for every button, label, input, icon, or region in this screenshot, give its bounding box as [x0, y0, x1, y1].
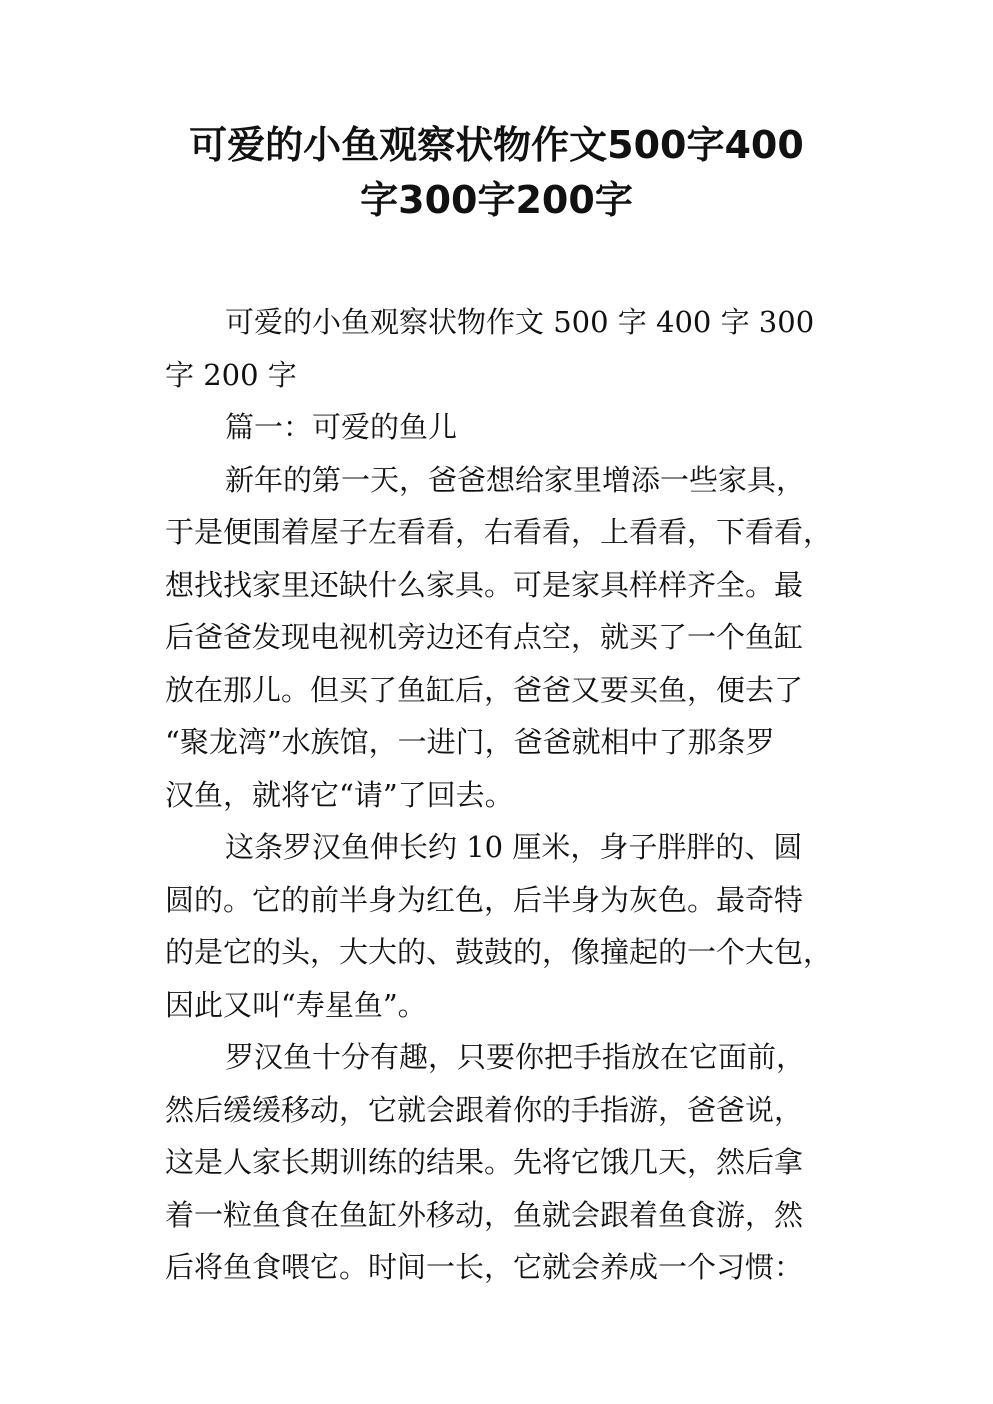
text-line: 后爸爸发现电视机旁边还有点空，就买了一个鱼缸 [165, 620, 804, 654]
text-line: “聚龙湾”水族馆，一进门，爸爸就相中了那条罗 [165, 725, 775, 759]
paragraph [165, 1031, 833, 1294]
text-line: 这是人家长期训练的结果。先将它饿几天，然后拿 [165, 1145, 804, 1179]
title-line: 可爱的小鱼观察状物作文500字400 [189, 123, 804, 167]
paragraph [165, 821, 833, 1031]
text-line: 圆的。它的前半身为红色，后半身为灰色。最奇特 [165, 882, 804, 917]
text-line: 罗汉鱼十分有趣，只要你把手指放在它面前， [225, 1040, 806, 1074]
text-line: 放在那儿。但买了鱼缸后，爸爸又要买鱼，便去了 [165, 672, 804, 707]
text-line: 想找找家里还缺什么家具。可是家具样样齐全。最 [165, 567, 804, 602]
text-line: 于是便围着屋子左看看，右看看，上看看，下看看， [165, 515, 833, 549]
section-heading [165, 401, 833, 454]
document-title [150, 118, 843, 228]
text-line: 后将鱼食喂它。时间一长，它就会养成一个习惯： [165, 1250, 804, 1284]
paragraph [165, 454, 833, 822]
text-line: 汉鱼，就将它“请”了回去。 [165, 777, 514, 812]
text-line: 的是它的头，大大的、鼓鼓的，像撞起的一个大包， [165, 935, 833, 969]
document-body [165, 296, 833, 1294]
text-line: 着一粒鱼食在鱼缸外移动，鱼就会跟着鱼食游，然 [165, 1197, 804, 1232]
text-line: 篇一：可爱的鱼儿 [225, 410, 458, 444]
text-line: 新年的第一天，爸爸想给家里增添一些家具， [225, 462, 806, 497]
text-line: 因此又叫“寿星鱼”。 [165, 987, 427, 1022]
title-line: 字300字200字 [360, 178, 633, 222]
text-line: 可爱的小鱼观察状物作文 500 字 400 字 300 [225, 305, 815, 339]
text-line: 然后缓缓移动，它就会跟着你的手指游，爸爸说， [165, 1092, 804, 1127]
paragraph-heading-repeat [165, 296, 833, 401]
text-line: 这条罗汉鱼伸长约 10 厘米，身子胖胖的、圆 [225, 830, 803, 864]
text-line: 字 200 字 [165, 357, 297, 392]
